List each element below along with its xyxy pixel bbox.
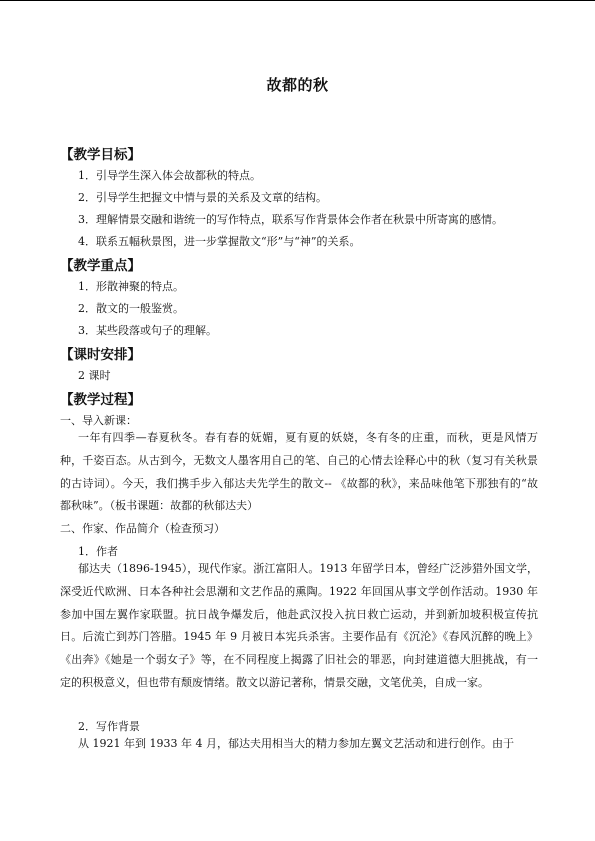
intro-paragraph: 一年有四季—春夏秋冬。春有春的妩媚，夏有夏的妖娆，冬有冬的庄重，而秋，更是风情万种，千姿百态。从古到今，无数文人墨客用自己的笔、自己的心情去诠释心中的秋（复习有关秋景的古诗词）。今天，我们携手步入郁达夫先学生的散文-- 《故都的秋》，来品味他笔下那独有的“故都秋味”。（板书课题：故都的秋郁达夫）	[60, 431, 538, 513]
focus-item-2: 2．散文的一般鉴赏。	[78, 302, 184, 315]
document-title: 故都的秋	[266, 76, 329, 94]
focus-item-3: 3．某些段落或句子的理解。	[78, 324, 217, 337]
intro-heading: 一、导入新课：	[60, 414, 137, 427]
schedule-text: 2 课时	[78, 369, 111, 382]
goal-item-4: 4．联系五幅秋景图，进一步掌握散文“形”与“神”的关系。	[78, 235, 361, 248]
goal-item-1: 1．引导学生深入体会故都秋的特点。	[78, 169, 261, 182]
focus-item-1: 1．形散神聚的特点。	[78, 280, 184, 293]
goal-item-3: 3．理解情景交融和谐统一的写作特点，联系写作背景体会作者在秋景中所寄寓的感情。	[78, 213, 503, 226]
section-heading-schedule: 【课时安排】	[60, 347, 141, 363]
author-heading: 二、作家、作品简介（检查预习）	[60, 522, 225, 535]
author-subheading: 1．作者	[78, 545, 118, 558]
goal-item-2: 2．引导学生把握文中情与景的关系及文章的结构。	[78, 191, 327, 204]
section-heading-goals: 【教学目标】	[60, 147, 141, 163]
section-heading-focus: 【教学重点】	[60, 258, 141, 274]
background-paragraph: 从 1921 年到 1933 年 4 月，郁达夫用相当大的精力参加左翼文艺活动和进行创作。由于	[78, 737, 514, 750]
background-subheading: 2．写作背景	[78, 720, 140, 733]
section-heading-process: 【教学过程】	[60, 392, 141, 408]
author-paragraph: 郁达夫（1896-1945），现代作家。浙江富阳人。1913 年留学日本，曾经广泛涉猎外国文学，深受近代欧洲、日本各种社会思潮和文艺作品的熏陶。1922 年回国从事文学创作活动。1930 年参加中国左翼作家联盟。抗日战争爆发后，他赴武汉投入抗日救亡运动，并到新加坡积极宣传抗日。后流亡到苏门答腊。1945 年 9 月被日本宪兵杀害。主要作品有《沉沦》《春风沉醉的晚上》《出奔》《她是一个弱女子》等，在不同程度上揭露了旧社会的罪恶，向封建道德大胆挑战，有一定的积极意义，但也带有颓废情绪。散文以游记著称，情景交融，文笔优美，自成一家。	[60, 562, 538, 689]
